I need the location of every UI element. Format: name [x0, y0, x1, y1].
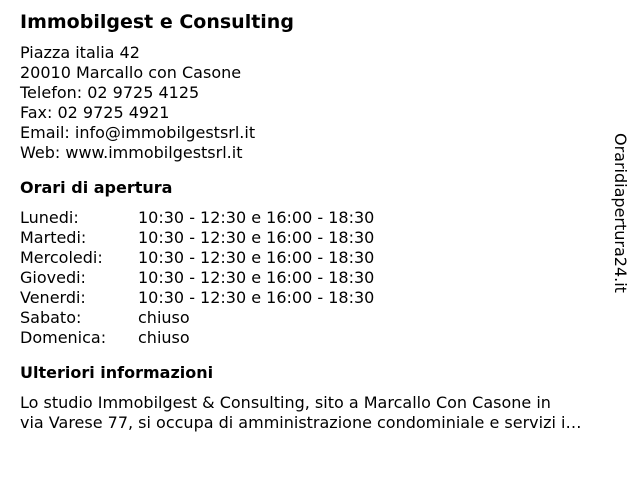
hours-day: Venerdi:	[20, 288, 86, 307]
hours-row-mercoledi	[20, 248, 620, 268]
hours-day: Giovedi:	[20, 268, 86, 287]
hours-row-domenica	[20, 328, 620, 348]
info-line-1: Lo studio Immobilgest & Consulting, sito a Marcallo Con Casone in	[20, 393, 551, 412]
additional-info-text	[20, 393, 630, 433]
hours-time: chiuso	[138, 328, 190, 347]
info-line-2: via Varese 77, si occupa di amministrazione condominiale e servizi i…	[20, 413, 582, 432]
hours-time: 10:30 - 12:30 e 16:00 - 18:30	[138, 248, 375, 267]
business-name: Immobilgest e Consulting	[20, 11, 294, 33]
email-address: Email: info@immobilgestsrl.it	[20, 123, 256, 142]
website-address: Web: www.immobilgestsrl.it	[20, 143, 243, 162]
opening-hours-heading: Orari di apertura	[20, 178, 173, 197]
hours-row-martedi	[20, 228, 620, 248]
fax-number: Fax: 02 9725 4921	[20, 103, 170, 122]
hours-day: Mercoledi:	[20, 248, 103, 267]
hours-row-venerdi	[20, 288, 620, 308]
address-line-1: Piazza italia 42	[20, 43, 140, 62]
hours-time: chiuso	[138, 308, 190, 327]
hours-day: Sabato:	[20, 308, 82, 327]
phone-number: Telefon: 02 9725 4125	[20, 83, 200, 102]
additional-info-heading: Ulteriori informazioni	[20, 363, 214, 382]
hours-time: 10:30 - 12:30 e 16:00 - 18:30	[138, 208, 375, 227]
address-line-2: 20010 Marcallo con Casone	[20, 63, 242, 82]
hours-day: Domenica:	[20, 328, 107, 347]
hours-time: 10:30 - 12:30 e 16:00 - 18:30	[138, 228, 375, 247]
hours-day: Lunedi:	[20, 208, 79, 227]
brand-watermark: Oraridiapertura24.it	[611, 133, 630, 293]
opening-hours-table	[20, 208, 620, 348]
contact-block	[20, 43, 620, 163]
hours-day: Martedi:	[20, 228, 87, 247]
hours-row-sabato	[20, 308, 620, 328]
hours-time: 10:30 - 12:30 e 16:00 - 18:30	[138, 288, 375, 307]
hours-time: 10:30 - 12:30 e 16:00 - 18:30	[138, 268, 375, 287]
hours-row-giovedi	[20, 268, 620, 288]
business-card	[20, 10, 620, 433]
hours-row-lunedi	[20, 208, 620, 228]
